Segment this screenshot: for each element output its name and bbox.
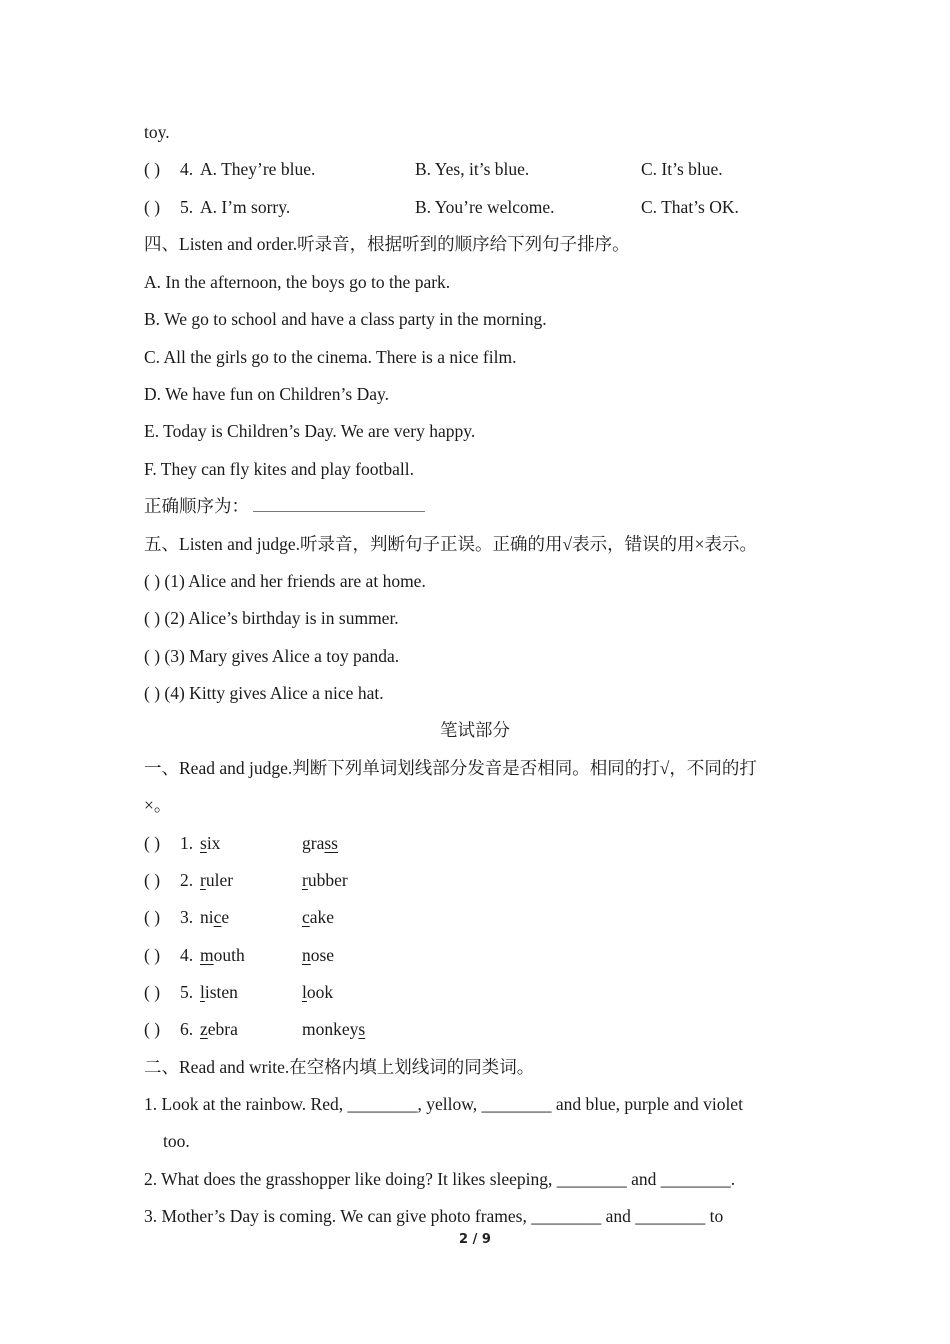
judge-item-3: ( ) (3) Mary gives Alice a toy panda.: [144, 646, 400, 666]
answer-paren[interactable]: ( ): [144, 197, 161, 217]
row-number: 5.: [180, 982, 194, 1002]
answer-paren[interactable]: ( ): [144, 982, 161, 1002]
answer-paren[interactable]: ( ): [144, 907, 161, 927]
word-1: listen: [200, 982, 238, 1002]
option-c: C. It’s blue.: [641, 159, 723, 179]
option-c: C. That’s OK.: [641, 197, 739, 217]
part-1-heading-cont: ×。: [144, 795, 172, 815]
order-item-d: D. We have fun on Children’s Day.: [144, 384, 389, 404]
word-1: six: [200, 833, 221, 853]
judge-item-4: ( ) (4) Kitty gives Alice a nice hat.: [144, 683, 384, 703]
continued-text: toy.: [144, 122, 170, 142]
word-2: look: [302, 982, 334, 1002]
written-section-title: 笔试部分: [440, 720, 510, 740]
order-answer-blank[interactable]: [253, 497, 425, 512]
judge-item-2: ( ) (2) Alice’s birthday is in summer.: [144, 608, 399, 628]
fill-question-1-cont: too.: [163, 1131, 190, 1151]
order-item-f: F. They can fly kites and play football.: [144, 459, 414, 479]
order-answer-label: 正确顺序为：: [144, 496, 249, 516]
answer-paren[interactable]: ( ): [144, 945, 161, 965]
word-2: cake: [302, 907, 335, 927]
option-b: B. You’re welcome.: [415, 197, 555, 217]
word-1: mouth: [200, 945, 245, 965]
section-5-heading: 五、Listen and judge.听录音，判断句子正误。正确的用√表示，错误的用×表示。: [144, 534, 757, 554]
row-number: 1.: [180, 833, 194, 853]
section-4-heading: 四、Listen and order.听录音，根据听到的顺序给下列句子排序。: [144, 234, 630, 254]
page-number: 2 / 9: [459, 1232, 491, 1247]
row-number: 3.: [180, 907, 194, 927]
word-2: grass: [302, 833, 338, 853]
fill-question-3: 3. Mother’s Day is coming. We can give photo frames, ________ and ________ to: [144, 1206, 724, 1226]
word-1: nice: [200, 907, 230, 927]
answer-paren[interactable]: ( ): [144, 833, 161, 853]
option-b: B. Yes, it’s blue.: [415, 159, 530, 179]
option-a: A. I’m sorry.: [200, 197, 291, 217]
option-a: A. They’re blue.: [200, 159, 316, 179]
order-item-a: A. In the afternoon, the boys go to the park.: [144, 272, 451, 292]
answer-paren[interactable]: ( ): [144, 159, 161, 179]
answer-paren[interactable]: ( ): [144, 870, 161, 890]
row-number: 6.: [180, 1019, 194, 1039]
order-item-e: E. Today is Children’s Day. We are very happy.: [144, 421, 476, 441]
order-answer-line: [144, 494, 425, 518]
word-2: nose: [302, 945, 335, 965]
judge-item-1: ( ) (1) Alice and her friends are at home.: [144, 571, 426, 591]
row-number: 2.: [180, 870, 194, 890]
order-item-c: C. All the girls go to the cinema. There is a nice film.: [144, 347, 517, 367]
word-1: zebra: [200, 1019, 238, 1039]
part-2-heading: 二、Read and write.在空格内填上划线词的同类词。: [144, 1057, 535, 1077]
word-1: ruler: [200, 870, 234, 890]
row-number: 4.: [180, 945, 194, 965]
fill-question-2: 2. What does the grasshopper like doing? It likes sleeping, ________ and ________.: [144, 1169, 736, 1189]
fill-question-1: 1. Look at the rainbow. Red, ________, yellow, ________ and blue, purple and violet: [144, 1094, 743, 1114]
question-number: 5.: [180, 197, 194, 217]
word-2: monkeys: [302, 1019, 366, 1039]
question-number: 4.: [180, 159, 194, 179]
word-2: rubber: [302, 870, 348, 890]
order-item-b: B. We go to school and have a class party in the morning.: [144, 309, 547, 329]
answer-paren[interactable]: ( ): [144, 1019, 161, 1039]
part-1-heading: 一、Read and judge.判断下列单词划线部分发音是否相同。相同的打√，不同的打: [144, 758, 757, 778]
